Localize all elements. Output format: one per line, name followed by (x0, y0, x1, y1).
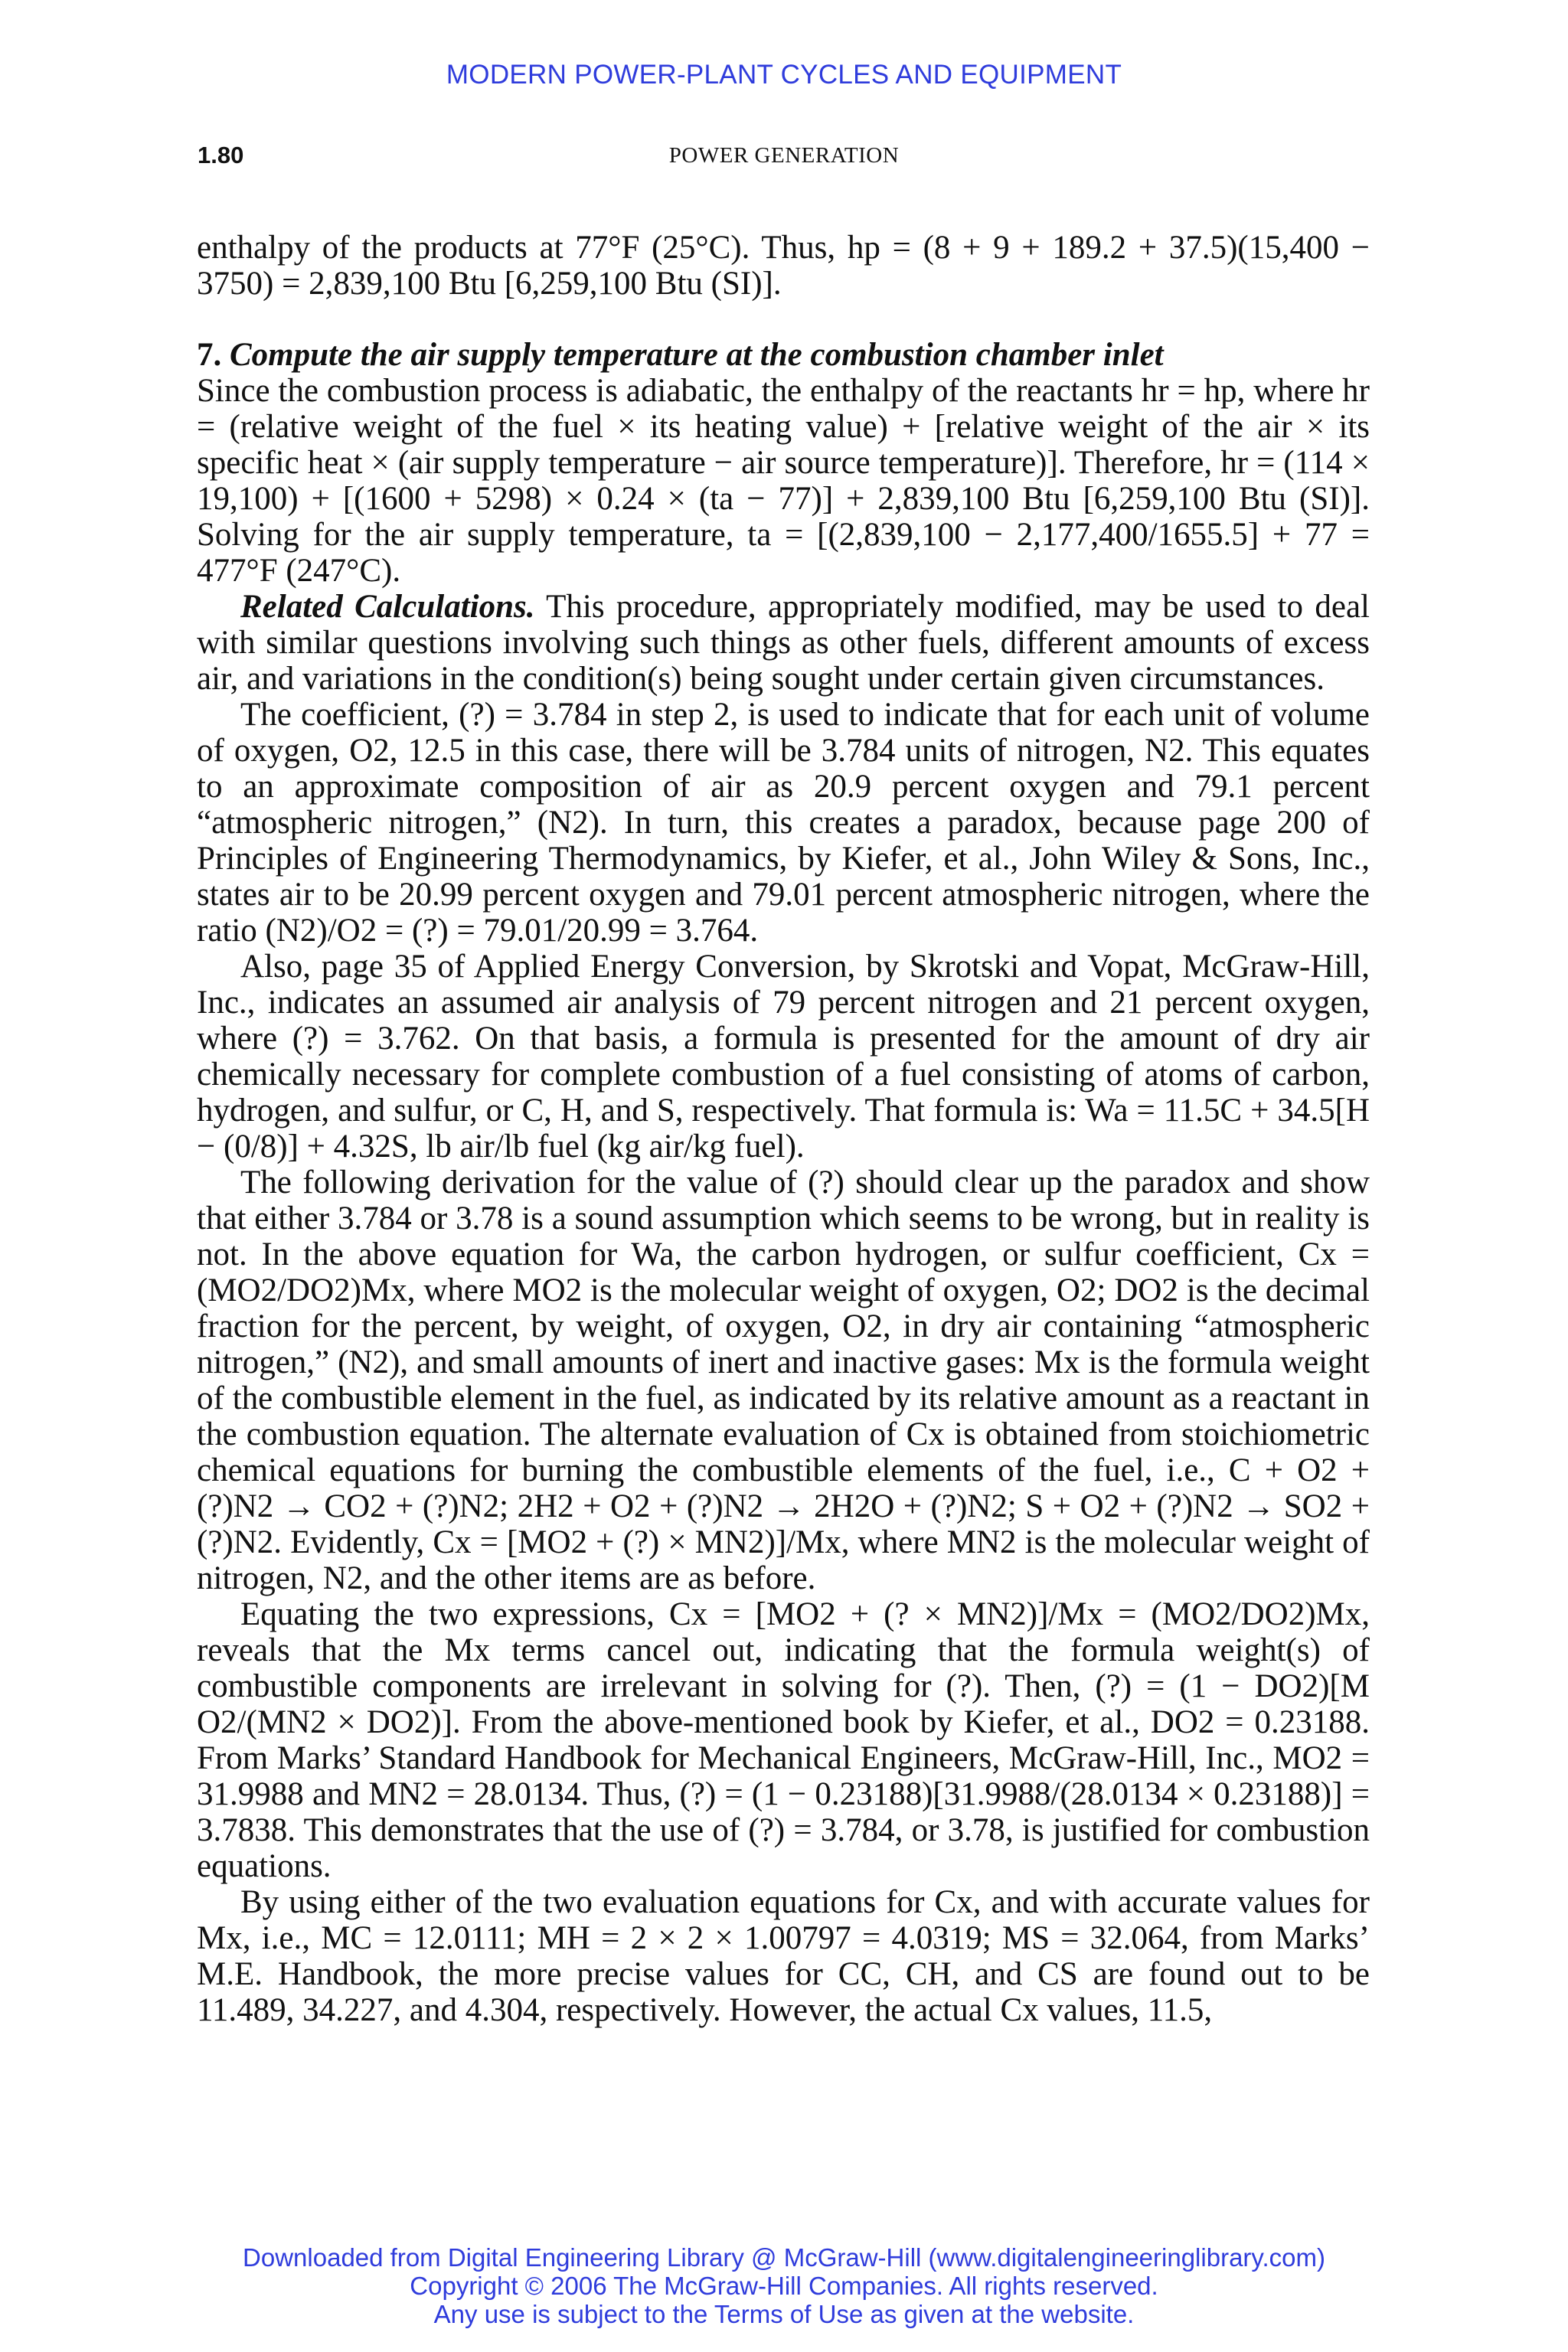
body-paragraph: The coefficient, (?) = 3.784 in step 2, is used to indicate that for each unit of volume of oxygen, O2, 12.5 in this case, there will be 3.784 units of nitrogen, N2. This equates to an approximate composition of air as 20.9 percent oxygen and 79.1 percent “atmospheric nitrogen,” (N2). In turn, this creates a paradox, because page 200 of Principles of Engineering Thermodynamics, by Kiefer, et al., John Wiley & Sons, Inc., states air to be 20.99 percent oxygen and 79.01 percent atmospheric nitrogen, where the ratio (N2)/O2 = (?) = 79.01/20.99 = 3.764. (197, 697, 1370, 949)
body-paragraph: Equating the two expressions, Cx = [MO2 + (? × MN2)]/Mx = (MO2/DO2)Mx, reveals that the Mx terms cancel out, indicating that the formula weight(s) of combustible components are irrelevant in solving for (?). Then, (?) = (1 − DO2)[M O2/(MN2 × DO2)]. From the above-mentioned book by Kiefer, et al., DO2 = 0.23188. From Marks’ Standard Handbook for Mechanical Engineers, McGraw-Hill, Inc., MO2 = 31.9988 and MN2 = 28.0134. Thus, (?) = (1 − 0.23188)[31.9988/(28.0134 × 0.23188)] = 3.7838. This demonstrates that the use of (?) = 3.784, or 3.78, is justified for combustion equations. (197, 1596, 1370, 1884)
footer-copyright-line: Copyright © 2006 The McGraw-Hill Companies. All rights reserved. (410, 2272, 1158, 2300)
download-footer (0, 2243, 1568, 2328)
page-number: 1.80 (198, 142, 244, 168)
related-calculations-heading: Related Calculations. (240, 589, 535, 625)
footer-terms-line: Any use is subject to the Terms of Use as given at the website. (433, 2300, 1135, 2328)
related-calculations-paragraph (197, 589, 1370, 697)
footer-download-line[interactable]: Downloaded from Digital Engineering Library @ McGraw-Hill (www.digitalengineeringlibrary.com) (243, 2243, 1325, 2272)
step-paragraph: Since the combustion process is adiabatic, the enthalpy of the reactants hr = hp, where hr = (relative weight of the fuel × its heating value) + [relative weight of the air × its specific heat × (air supply temperature − air source temperature)]. Therefore, hr = (114 × 19,100) + [(1600 + 5298) × 0.24 × (ta − 77)] + 2,839,100 Btu [6,259,100 Btu (SI)]. Solving for the air supply temperature, ta = [(2,839,100 − 2,177,400/1655.5] + 77 = 477°F (247°C). (197, 373, 1370, 589)
body-paragraph: Also, page 35 of Applied Energy Conversion, by Skrotski and Vopat, McGraw-Hill, Inc., indicates an assumed air analysis of 79 percent nitrogen and 21 percent oxygen, where (?) = 3.762. On that basis, a formula is presented for the amount of dry air chemically necessary for complete combustion of a fuel consisting of atoms of carbon, hydrogen, and sulfur, or C, H, and S, respectively. That formula is: Wa = 11.5C + 34.5[H − (0/8)] + 4.32S, lb air/lb fuel (kg air/kg fuel). (197, 949, 1370, 1165)
related-calculations-text: This procedure, appropriately modified, may be used to deal with similar questions involving such things as other fuels, different amounts of excess air, and variations in the condition(s) being sought under certain given circumstances. (197, 589, 1370, 697)
step-number: 7. (197, 337, 222, 373)
opening-paragraph: enthalpy of the products at 77°F (25°C). Thus, hp = (8 + 9 + 189.2 + 37.5)(15,400 − 3750) = 2,839,100 Btu [6,259,100 Btu (SI)]. (197, 230, 1370, 302)
body-paragraph: The following derivation for the value of (?) should clear up the paradox and show that either 3.784 or 3.78 is a sound assumption which seems to be wrong, but in reality is not. In the above equation for Wa, the carbon hydrogen, or sulfur coefficient, Cx = (MO2/DO2)Mx, where MO2 is the molecular weight of oxygen, O2; DO2 is the decimal fraction for the percent, by weight, of oxygen, O2, in dry air containing “atmospheric nitrogen,” (N2), and small amounts of inert and inactive gases: Mx is the formula weight of the combustible element in the fuel, as indicated by its relative amount as a reactant in the combustion equation. The alternate evaluation of Cx is obtained from stoichiometric chemical equations for burning the combustible elements of the fuel, i.e., C + O2 + (?)N2 → CO2 + (?)N2; 2H2 + O2 + (?)N2 → 2H2O + (?)N2; S + O2 + (?)N2 → SO2 + (?)N2. Evidently, Cx = [MO2 + (?) × MN2)]/Mx, where MN2 is the molecular weight of nitrogen, N2, and the other items are as before. (197, 1165, 1370, 1596)
running-head: POWER GENERATION (668, 143, 900, 168)
step-title: Compute the air supply temperature at the combustion chamber inlet (230, 337, 1164, 373)
body-paragraph: By using either of the two evaluation equations for Cx, and with accurate values for Mx, i.e., MC = 12.0111; MH = 2 × 2 × 1.00797 = 4.0319; MS = 32.064, from Marks’ M.E. Handbook, the more precise values for CC, CH, and CS are found out to be 11.489, 34.227, and 4.304, respectively. However, the actual Cx values, 11.5, (197, 1884, 1370, 2028)
book-title-banner: MODERN POWER-PLANT CYCLES AND EQUIPMENT (446, 60, 1122, 90)
step-heading (197, 337, 1370, 373)
page-body (197, 230, 1370, 2028)
